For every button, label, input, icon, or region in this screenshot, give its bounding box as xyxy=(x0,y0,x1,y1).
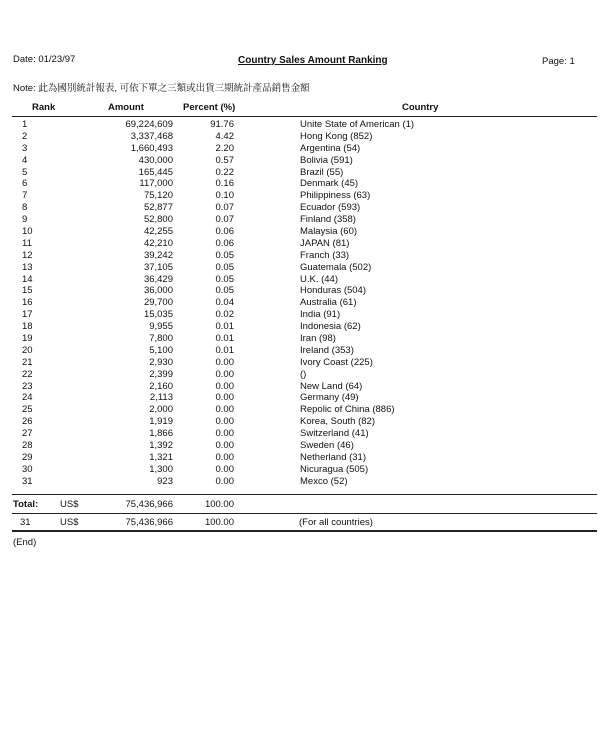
table-row xyxy=(0,452,600,464)
rank-cell: 1 xyxy=(22,119,28,130)
percent-cell: 0.00 xyxy=(215,380,234,392)
all-countries-percent: 100.00 xyxy=(204,517,234,528)
percent-cell: 0.00 xyxy=(215,428,234,440)
table-row xyxy=(0,345,600,357)
percent-cell: 0.06 xyxy=(215,237,234,249)
amount-cell: 36,429 xyxy=(143,273,173,285)
table-row xyxy=(0,297,600,309)
end-marker: (End) xyxy=(13,537,37,548)
country-cell: Guatemala (502) xyxy=(300,261,372,273)
table-row xyxy=(0,321,600,333)
all-countries-amount: 75,436,966 xyxy=(125,517,173,528)
table-row xyxy=(0,178,600,190)
table-row xyxy=(0,357,600,369)
rank-cell: 15 xyxy=(22,285,33,297)
column-header-amount: Amount xyxy=(108,102,144,113)
table-row xyxy=(0,119,600,131)
country-cell: Brazil (55) xyxy=(300,166,344,178)
percent-cell: 0.01 xyxy=(215,344,234,356)
percent-cell: 0.00 xyxy=(215,463,234,475)
rank-cell: 29 xyxy=(22,451,33,463)
percent-cell: 0.00 xyxy=(215,392,234,404)
percent-cell: 0.00 xyxy=(215,368,234,380)
rank-cell: 8 xyxy=(22,202,28,214)
percent-cell: 0.01 xyxy=(215,321,234,333)
table-row xyxy=(0,440,600,452)
amount-cell: 2,113 xyxy=(149,392,173,404)
country-cell: Sweden (46) xyxy=(300,440,354,452)
table-row xyxy=(0,369,600,381)
rank-cell: 21 xyxy=(22,356,33,368)
country-cell: Mexco (52) xyxy=(300,475,348,487)
rank-cell: 2 xyxy=(22,130,28,142)
rank-cell: 3 xyxy=(22,142,28,154)
rank-cell: 13 xyxy=(22,261,33,273)
amount-cell: 165,445 xyxy=(138,166,173,178)
rank-cell: 25 xyxy=(22,404,33,416)
amount-cell: 1,866 xyxy=(149,428,173,440)
country-cell: Repolic of China (886) xyxy=(300,404,395,416)
country-cell: () xyxy=(300,368,307,380)
amount-cell: 75,120 xyxy=(143,190,173,202)
percent-cell: 0.02 xyxy=(215,309,234,321)
amount-cell: 117,000 xyxy=(139,178,173,190)
percent-cell: 0.00 xyxy=(215,404,234,416)
report-date: Date: 01/23/97 xyxy=(13,54,76,65)
table-row xyxy=(0,226,600,238)
country-cell: Malaysia (60) xyxy=(300,226,358,238)
country-cell: Netherland (31) xyxy=(300,451,367,463)
amount-cell: 37,105 xyxy=(143,261,173,273)
country-cell: Finland (358) xyxy=(300,214,356,226)
table-row xyxy=(0,238,600,250)
table-row xyxy=(0,250,600,262)
rank-cell: 5 xyxy=(22,166,28,178)
country-cell: U.K. (44) xyxy=(300,273,339,285)
rank-cell: 14 xyxy=(22,273,33,285)
rank-cell: 30 xyxy=(22,463,33,475)
amount-cell: 2,000 xyxy=(149,404,173,416)
percent-cell: 0.00 xyxy=(215,440,234,452)
percent-cell: 0.06 xyxy=(215,226,234,238)
amount-cell: 1,919 xyxy=(149,416,173,428)
percent-cell: 0.10 xyxy=(215,190,234,202)
total-percent: 100.00 xyxy=(204,499,234,510)
ranking-table-body xyxy=(0,119,600,488)
country-cell: Franch (33) xyxy=(300,249,350,261)
amount-cell: 42,210 xyxy=(143,237,173,249)
amount-cell: 1,321 xyxy=(149,451,173,463)
table-row xyxy=(0,262,600,274)
table-row xyxy=(0,404,600,416)
rank-cell: 31 xyxy=(22,475,33,487)
table-row xyxy=(0,309,600,321)
country-cell: Denmark (45) xyxy=(300,178,359,190)
amount-cell: 1,660,493 xyxy=(130,142,173,154)
all-countries-label: (For all countries) xyxy=(299,517,373,528)
rank-cell: 6 xyxy=(22,178,28,190)
percent-cell: 0.07 xyxy=(215,202,234,214)
amount-cell: 52,877 xyxy=(143,202,173,214)
rank-cell: 23 xyxy=(22,380,33,392)
country-cell: Ecuador (593) xyxy=(300,202,361,214)
total-currency: US$ xyxy=(60,499,79,510)
country-cell: Bolivia (591) xyxy=(300,154,353,166)
country-cell: Unite State of American (1) xyxy=(300,119,415,130)
rank-cell: 9 xyxy=(22,214,28,226)
table-row xyxy=(0,131,600,143)
table-row xyxy=(0,333,600,345)
amount-cell: 1,392 xyxy=(149,440,173,452)
table-row xyxy=(0,416,600,428)
table-row xyxy=(0,381,600,393)
rank-cell: 20 xyxy=(22,344,33,356)
rank-cell: 18 xyxy=(22,321,33,333)
rank-cell: 16 xyxy=(22,297,33,309)
percent-cell: 0.05 xyxy=(215,261,234,273)
country-cell: India (91) xyxy=(300,309,341,321)
table-row xyxy=(0,464,600,476)
percent-cell: 91.76 xyxy=(210,119,234,130)
amount-cell: 1,300 xyxy=(149,463,173,475)
country-cell: Indonesia (62) xyxy=(300,321,361,333)
percent-cell: 0.00 xyxy=(215,451,234,463)
amount-cell: 15,035 xyxy=(143,309,173,321)
report-note: Note: 此為國別統計報表, 可依下單之三類或出貨三期統計產品銷售金額 xyxy=(13,83,310,94)
amount-cell: 5,100 xyxy=(149,344,173,356)
percent-cell: 0.00 xyxy=(215,356,234,368)
report-title: Country Sales Amount Ranking xyxy=(238,55,388,66)
country-cell: Australia (61) xyxy=(300,297,357,309)
percent-cell: 0.07 xyxy=(215,214,234,226)
country-cell: Philippiness (63) xyxy=(300,190,371,202)
rank-cell: 4 xyxy=(22,154,28,166)
total-amount: 75,436,966 xyxy=(125,499,173,510)
country-cell: Switzerland (41) xyxy=(300,428,369,440)
amount-cell: 430,000 xyxy=(138,154,173,166)
country-cell: Korea, South (82) xyxy=(300,416,375,428)
amount-cell: 2,930 xyxy=(149,356,173,368)
percent-cell: 0.01 xyxy=(215,333,234,345)
column-header-rank: Rank xyxy=(32,102,56,113)
total-label: Total: xyxy=(13,499,39,510)
total-divider-top xyxy=(12,494,597,495)
rank-cell: 12 xyxy=(22,249,33,261)
amount-cell: 9,955 xyxy=(149,321,173,333)
bottom-divider xyxy=(12,530,597,532)
header-divider xyxy=(12,116,597,117)
country-cell: Ireland (353) xyxy=(300,344,354,356)
amount-cell: 52,800 xyxy=(143,214,173,226)
rank-cell: 17 xyxy=(22,309,33,321)
country-cell: New Land (64) xyxy=(300,380,363,392)
country-cell: JAPAN (81) xyxy=(300,237,350,249)
amount-cell: 923 xyxy=(157,475,173,487)
country-cell: Iran (98) xyxy=(300,333,336,345)
rank-cell: 28 xyxy=(22,440,33,452)
rank-cell: 26 xyxy=(22,416,33,428)
percent-cell: 0.05 xyxy=(215,249,234,261)
amount-cell: 2,160 xyxy=(149,380,173,392)
rank-cell: 11 xyxy=(22,237,32,249)
percent-cell: 0.16 xyxy=(215,178,234,190)
percent-cell: 0.05 xyxy=(215,285,234,297)
rank-cell: 19 xyxy=(22,333,33,345)
rank-cell: 27 xyxy=(22,428,33,440)
total-divider-mid xyxy=(12,513,597,514)
table-row xyxy=(0,202,600,214)
percent-cell: 0.05 xyxy=(215,273,234,285)
amount-cell: 3,337,468 xyxy=(130,130,173,142)
rank-cell: 10 xyxy=(22,226,33,238)
all-countries-currency: US$ xyxy=(60,517,79,528)
country-cell: Ivory Coast (225) xyxy=(300,356,373,368)
amount-cell: 69,224,609 xyxy=(125,119,173,130)
percent-cell: 0.22 xyxy=(215,166,234,178)
table-row xyxy=(0,143,600,155)
percent-cell: 0.00 xyxy=(215,475,234,487)
country-cell: Honduras (504) xyxy=(300,285,367,297)
amount-cell: 29,700 xyxy=(143,297,173,309)
amount-cell: 36,000 xyxy=(143,285,173,297)
percent-cell: 0.57 xyxy=(215,154,234,166)
table-row xyxy=(0,190,600,202)
table-row xyxy=(0,274,600,286)
table-row xyxy=(0,392,600,404)
table-row xyxy=(0,214,600,226)
amount-cell: 39,242 xyxy=(143,249,173,261)
table-row xyxy=(0,285,600,297)
column-header-country: Country xyxy=(402,102,439,113)
rank-cell: 22 xyxy=(22,368,33,380)
rank-cell: 24 xyxy=(22,392,33,404)
table-row xyxy=(0,155,600,167)
amount-cell: 7,800 xyxy=(149,333,173,345)
column-header-percent: Percent (%) xyxy=(183,102,236,113)
percent-cell: 4.42 xyxy=(215,130,234,142)
rank-cell: 7 xyxy=(22,190,28,202)
amount-cell: 2,399 xyxy=(149,368,173,380)
country-cell: Nicuragua (505) xyxy=(300,463,369,475)
country-cell: Argentina (54) xyxy=(300,142,361,154)
percent-cell: 2.20 xyxy=(215,142,234,154)
country-cell: Hong Kong (852) xyxy=(300,130,373,142)
table-row xyxy=(0,167,600,179)
amount-cell: 42,255 xyxy=(143,226,173,238)
percent-cell: 0.00 xyxy=(215,416,234,428)
all-countries-rank: 31 xyxy=(20,517,31,528)
country-cell: Germany (49) xyxy=(300,392,359,404)
table-row xyxy=(0,428,600,440)
page-number: Page: 1 xyxy=(542,56,575,67)
table-row xyxy=(0,476,600,488)
percent-cell: 0.04 xyxy=(215,297,234,309)
